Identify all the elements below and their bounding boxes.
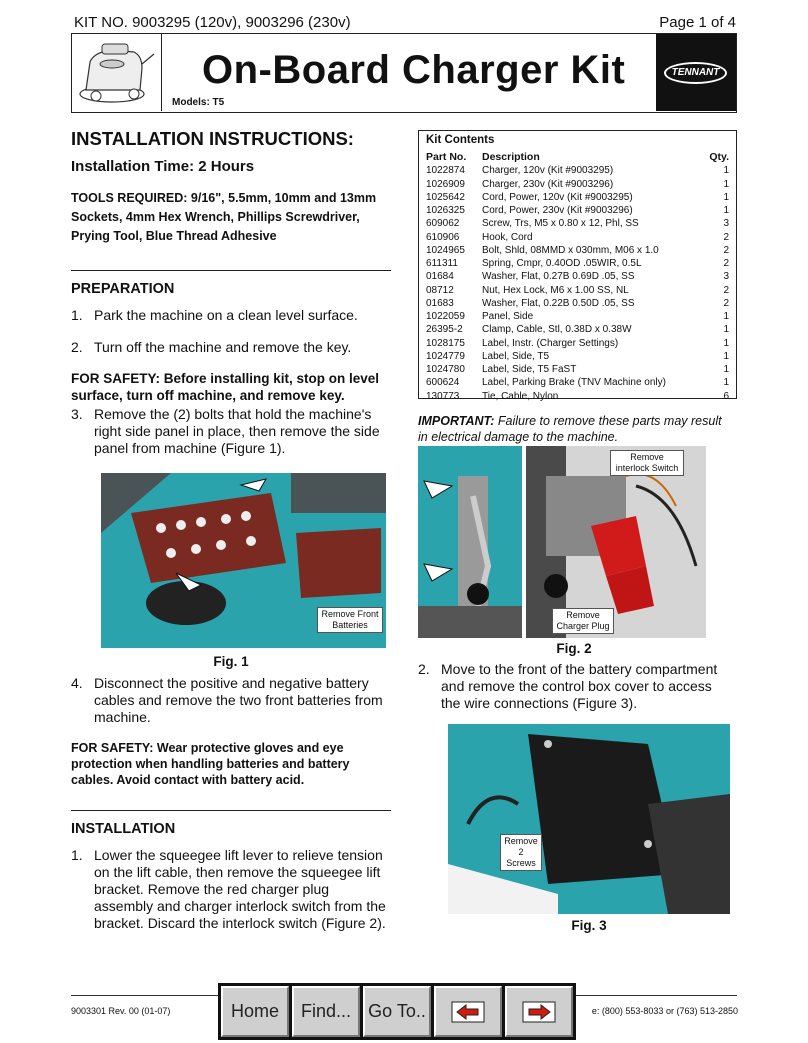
- kit-cell-part: 600624: [426, 377, 460, 389]
- table-row: [426, 217, 729, 230]
- kit-cell-qty: 3: [723, 218, 729, 230]
- table-row: [426, 257, 729, 270]
- kit-cell-qty: 1: [723, 364, 729, 375]
- prep-step-1: 1. Park the machine on a clean level surface.: [71, 307, 358, 323]
- kit-cell-part: 130773: [426, 390, 460, 402]
- kit-cell-desc: Cord, Power, 120v (Kit #9003295): [482, 191, 633, 203]
- previous-page-button[interactable]: [434, 986, 502, 1037]
- important-text: Failure to remove these parts may result in electrical damage to the machine.: [418, 414, 722, 444]
- figure-3-caption: Fig. 3: [571, 918, 607, 933]
- table-row: [426, 164, 729, 177]
- kit-cell-part: 26395-2: [426, 324, 463, 336]
- figure-2-photo-right: [526, 446, 706, 638]
- kit-cell-part: 08712: [426, 284, 454, 296]
- kit-cell-qty: 1: [723, 377, 729, 389]
- important-note: [418, 413, 733, 445]
- kit-cell-desc: Bolt, Shld, 08MMD x 030mm, M06 x 1.0: [482, 244, 659, 256]
- fig3-callout: Remove 2 Screws: [500, 834, 542, 871]
- instructions-heading: INSTALLATION INSTRUCTIONS:: [71, 128, 354, 149]
- kit-cell-qty: 1: [723, 205, 729, 216]
- table-row: [426, 231, 729, 244]
- kit-cell-desc: Label, Parking Brake (TNV Machine only): [482, 377, 666, 389]
- find-button[interactable]: Find...: [292, 986, 360, 1037]
- table-row: [426, 178, 729, 191]
- prep-step-3: 3. Remove the (2) bolts that hold the machine's right side panel in place, then remove the side panel from machine (Figure 1).: [71, 406, 380, 456]
- navigation-bar: [218, 983, 576, 1040]
- kit-cell-desc: Label, Side, T5: [482, 350, 550, 362]
- kit-cell-desc: Screw, Trs, M5 x 0.80 x 12, Phl, SS: [482, 218, 639, 230]
- safety-warning-2: FOR SAFETY: Wear protective gloves and eye protection when handling batteries and battery cables. Avoid contact with battery acid.: [71, 741, 350, 787]
- figure-2: [418, 446, 730, 933]
- left-column: [71, 128, 391, 932]
- table-row: [426, 323, 729, 336]
- kit-cell-qty: 1: [723, 324, 729, 336]
- kit-cell-desc: Label, Side, T5 FaST: [482, 364, 577, 375]
- header: [71, 33, 737, 113]
- kit-cell-qty: 1: [723, 178, 729, 190]
- kit-cell-desc: Spring, Cmpr, 0.40OD .05WIR, 0.5L: [482, 258, 642, 269]
- kit-cell-part: 1022059: [426, 311, 465, 322]
- prep-step-4: 4. Disconnect the positive and negative battery cables and remove the two front batteries from machine.: [71, 675, 383, 725]
- logo-text: TENNANT: [664, 62, 727, 84]
- table-row: [426, 191, 729, 204]
- figure-2-photo-left: [418, 446, 522, 638]
- kit-cell-qty: 1: [723, 165, 729, 177]
- kit-cell-qty: 6: [723, 390, 729, 402]
- kit-cell-part: 610906: [426, 231, 460, 243]
- kit-cell-part: 01684: [426, 271, 454, 283]
- preparation-title: PREPARATION: [71, 281, 175, 297]
- goto-button[interactable]: Go To..: [363, 986, 431, 1037]
- safety-warning-1: FOR SAFETY: Before installing kit, stop on level surface, turn off machine, and remove key.: [71, 371, 380, 403]
- kit-cell-desc: Tie, Cable, Nylon: [482, 390, 559, 402]
- table-row: [426, 204, 729, 217]
- table-row: [426, 310, 729, 323]
- installation-time: Installation Time: 2 Hours: [71, 158, 255, 175]
- kit-cell-qty: 1: [723, 337, 729, 349]
- kit-contents-title: Kit Contents: [426, 134, 495, 146]
- kit-cell-qty: 1: [723, 191, 729, 203]
- figure-1-caption: Fig. 1: [213, 654, 249, 669]
- kit-cell-part: 1022874: [426, 165, 465, 177]
- install-step-2: 2. Move to the front of the battery compartment and remove the control box cover to access the wire connections (Figure 3).: [418, 661, 718, 711]
- kit-cell-part: 1028175: [426, 337, 465, 349]
- section-divider-2: [71, 810, 391, 811]
- page-title: On-Board Charger Kit: [202, 48, 626, 92]
- kit-contents-table: [418, 130, 737, 402]
- kit-cell-qty: 3: [723, 271, 729, 283]
- kit-cell-qty: 2: [723, 297, 729, 309]
- table-row: [426, 363, 729, 376]
- kit-cell-qty: 2: [723, 231, 729, 243]
- kit-cell-part: 1026909: [426, 178, 465, 190]
- figure-2-caption: Fig. 2: [556, 641, 592, 656]
- kit-cell-part: 01683: [426, 297, 454, 309]
- kit-cell-desc: Panel, Side: [482, 311, 534, 322]
- figure-1-photo: [101, 473, 386, 648]
- fig1-callout: Remove Front Batteries: [317, 607, 383, 633]
- kit-cell-desc: Washer, Flat, 0.22B 0.50D .05, SS: [482, 297, 635, 309]
- kit-cell-desc: Nut, Hex Lock, M6 x 1.00 SS, NL: [482, 284, 629, 296]
- figure-3-photo: [448, 724, 730, 914]
- machine-illustration: [72, 34, 162, 111]
- arrow-left-icon: [451, 1001, 485, 1023]
- prep-step-2: 2. Turn off the machine and remove the key.: [71, 339, 352, 355]
- fig2-callout-bottom: Remove Charger Plug: [552, 608, 614, 634]
- table-row: [426, 337, 729, 350]
- kit-cell-qty: 2: [723, 244, 729, 256]
- page-indicator: Page 1 of 4: [659, 14, 736, 31]
- table-row: [426, 297, 729, 310]
- kit-cell-qty: 1: [723, 311, 729, 322]
- kit-cell-desc: Charger, 230v (Kit #9003296): [482, 178, 614, 190]
- table-row: [426, 244, 729, 257]
- tools-required: TOOLS REQUIRED: 9/16", 5.5mm, 10mm and 13mm Sockets, 4mm Hex Wrench, Phillips Screwdriver, Prying Tool, Blue Thread Adhesive: [71, 191, 377, 243]
- kit-cell-desc: Clamp, Cable, Stl, 0.38D x 0.38W: [482, 324, 632, 336]
- kit-cell-part: 1024779: [426, 350, 465, 362]
- arrow-right-icon: [522, 1001, 556, 1023]
- kit-table-header: Part No. Description Qty.: [426, 151, 729, 163]
- kit-cell-desc: Label, Instr. (Charger Settings): [482, 337, 619, 349]
- kit-cell-desc: Washer, Flat, 0.27B 0.69D .05, SS: [482, 271, 635, 283]
- kit-cell-qty: 2: [723, 284, 729, 296]
- footer-revision: 9003301 Rev. 00 (01-07): [71, 1006, 171, 1016]
- table-row: [426, 350, 729, 363]
- next-page-button[interactable]: [505, 986, 573, 1037]
- footer-phone: e: (800) 553-8033 or (763) 513-2850: [591, 1006, 738, 1016]
- table-row: [426, 390, 729, 403]
- install-step-1: 1. Lower the squeegee lift lever to relieve tension on the lift cable, then remove the squeegee lift bracket. Remove the red charger plug assembly and charger interlock switch from the bracket. Discard the interlock switch (Figure 2).: [71, 847, 386, 931]
- important-label: IMPORTANT:: [418, 414, 495, 428]
- table-row: [426, 284, 729, 297]
- kit-cell-qty: 1: [723, 350, 729, 362]
- kit-cell-qty: 2: [723, 258, 729, 269]
- kit-cell-desc: Hook, Cord: [482, 231, 533, 243]
- tennant-logo: [656, 34, 736, 111]
- kit-cell-desc: Charger, 120v (Kit #9003295): [482, 165, 614, 177]
- kit-cell-desc: Cord, Power, 230v (Kit #9003296): [482, 205, 633, 216]
- installation-title: INSTALLATION: [71, 821, 176, 837]
- home-button[interactable]: Home: [221, 986, 289, 1037]
- fig2-callout-top: Remove interlock Switch: [610, 450, 684, 476]
- table-row: [426, 376, 729, 389]
- kit-cell-part: 1025642: [426, 191, 465, 203]
- kit-cell-part: 609062: [426, 218, 460, 230]
- table-row: [426, 270, 729, 283]
- kit-cell-part: 1024780: [426, 364, 465, 375]
- section-divider: [71, 270, 391, 271]
- kit-table-body: [426, 164, 729, 403]
- kit-number: KIT NO. 9003295 (120v), 9003296 (230v): [74, 14, 351, 31]
- models-label: Models: T5: [172, 97, 225, 108]
- kit-cell-part: 611311: [426, 258, 458, 269]
- kit-cell-part: 1026325: [426, 205, 465, 216]
- kit-cell-part: 1024965: [426, 244, 465, 256]
